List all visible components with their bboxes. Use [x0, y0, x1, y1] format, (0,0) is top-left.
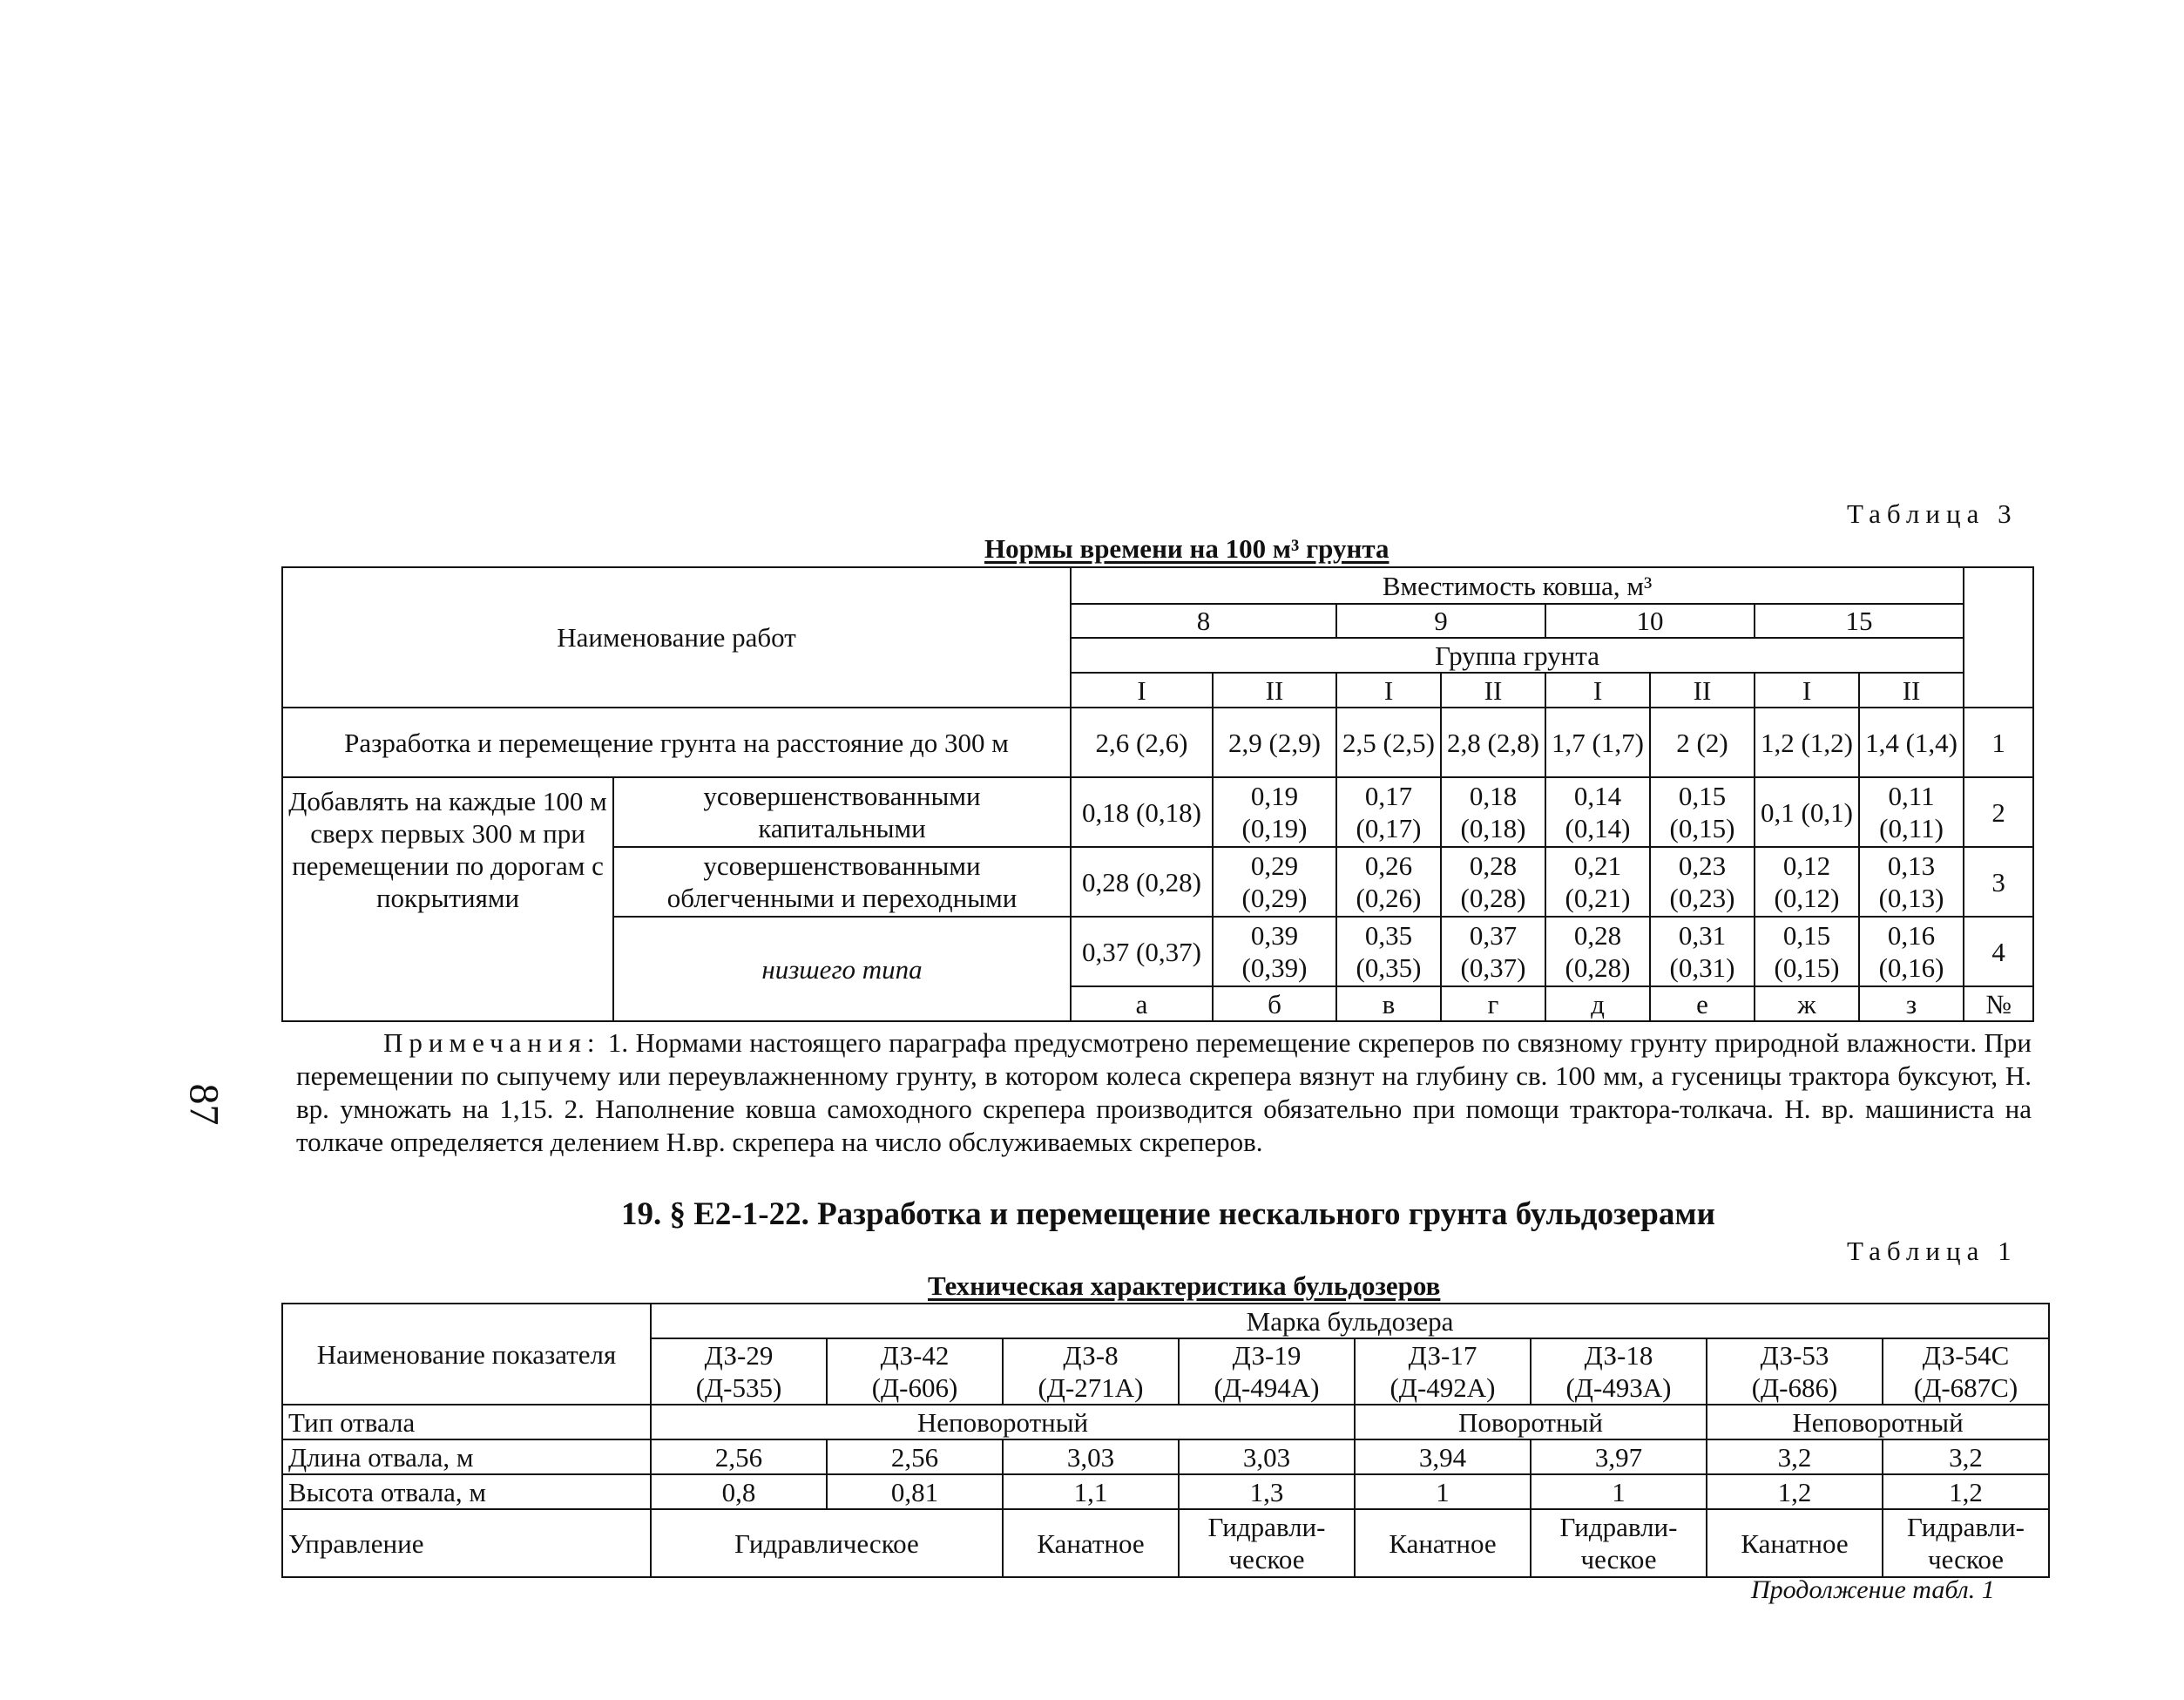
brand-cell: ДЗ-54С (Д-687С) [1883, 1338, 2049, 1405]
cap-10: 10 [1545, 604, 1755, 638]
value-cell: 0,26 (0,26) [1336, 847, 1441, 917]
brand-cell: ДЗ-53 (Д-686) [1707, 1338, 1883, 1405]
value-cell: 2,6 (2,6) [1071, 708, 1213, 777]
brand-cell: ДЗ-19 (Д-494А) [1179, 1338, 1355, 1405]
col-letter: з [1859, 986, 1964, 1021]
value-cell: 0,81 [827, 1474, 1003, 1509]
blade-type-c: Неповоротный [1707, 1405, 2049, 1439]
row-number: 2 [1964, 777, 2033, 847]
cap-8: 8 [1071, 604, 1336, 638]
control-cable: Канатное [1355, 1509, 1531, 1577]
value-cell: 1,3 [1179, 1474, 1355, 1509]
value-cell: 0,13 (0,13) [1859, 847, 1964, 917]
table3-label: Таблица 3 [1847, 498, 2018, 529]
value-cell: 0,28 (0,28) [1545, 917, 1650, 986]
add-group-label: Добавлять на каждые 100 м сверх первых 300 м при перемещении по дорогам с покрытиями [282, 777, 613, 1021]
row3-name: усовершенствованными облегченными и переходными [613, 847, 1071, 917]
group-cell: II [1441, 673, 1545, 708]
table-row [282, 1509, 2049, 1577]
brand-cell: ДЗ-18 (Д-493А) [1531, 1338, 1707, 1405]
control-cable: Канатное [1707, 1509, 1883, 1577]
control-hydraulic: Гидравлическое [651, 1509, 1003, 1577]
value-cell: 0,17 (0,17) [1336, 777, 1441, 847]
bulldozer-table [281, 1303, 2050, 1578]
table-row [282, 777, 2033, 847]
group-cell: I [1545, 673, 1650, 708]
group-cell: I [1755, 673, 1859, 708]
table-row [282, 1474, 2049, 1509]
col-letter: а [1071, 986, 1213, 1021]
value-cell: 0,29 (0,29) [1213, 847, 1336, 917]
value-cell: 1,2 [1883, 1474, 2049, 1509]
table1-title: Техническая характеристика бульдозеров [928, 1270, 1441, 1301]
value-cell: 1 [1355, 1474, 1531, 1509]
control-cable: Канатное [1003, 1509, 1179, 1577]
table-row [282, 708, 2033, 777]
blade-type-a: Неповоротный [651, 1405, 1355, 1439]
table1-label: Таблица 1 [1847, 1236, 2018, 1266]
value-cell: 0,18 (0,18) [1441, 777, 1545, 847]
notes [296, 1026, 2032, 1159]
value-cell: 0,28 (0,28) [1071, 847, 1213, 917]
value-cell: 3,94 [1355, 1439, 1531, 1474]
group-cell: I [1336, 673, 1441, 708]
table-row [282, 1405, 2049, 1439]
col-letter: б [1213, 986, 1336, 1021]
brand-cell: ДЗ-17 (Д-492А) [1355, 1338, 1531, 1405]
blade-type-b: Поворотный [1355, 1405, 1707, 1439]
row-number: 4 [1964, 917, 2033, 986]
brand-header: Марка бульдозера [651, 1304, 2049, 1338]
blade-length-name: Длина отвала, м [282, 1439, 651, 1474]
value-cell: 0,35 (0,35) [1336, 917, 1441, 986]
value-cell: 0,14 (0,14) [1545, 777, 1650, 847]
value-cell: 2,9 (2,9) [1213, 708, 1336, 777]
header-num-blank [1964, 567, 2033, 708]
brand-cell: ДЗ-8 (Д-271А) [1003, 1338, 1179, 1405]
value-cell: 0,8 [651, 1474, 827, 1509]
value-cell: 0,19 (0,19) [1213, 777, 1336, 847]
value-cell: 0,15 (0,15) [1755, 917, 1859, 986]
value-cell: 0,31 (0,31) [1650, 917, 1755, 986]
group-cell: II [1213, 673, 1336, 708]
value-cell: 0,15 (0,15) [1650, 777, 1755, 847]
value-cell: 1,7 (1,7) [1545, 708, 1650, 777]
brand-cell: ДЗ-42 (Д-606) [827, 1338, 1003, 1405]
group-cell: II [1859, 673, 1964, 708]
control-hydraulic-split: Гидравли-ческое [1883, 1509, 2049, 1577]
num-sign: № [1964, 986, 2033, 1021]
value-cell: 3,2 [1883, 1439, 2049, 1474]
value-cell: 3,97 [1531, 1439, 1707, 1474]
col-letter: ж [1755, 986, 1859, 1021]
cap-15: 15 [1755, 604, 1964, 638]
control-name: Управление [282, 1509, 651, 1577]
value-cell: 0,18 (0,18) [1071, 777, 1213, 847]
col-letter: д [1545, 986, 1650, 1021]
group-cell: I [1071, 673, 1213, 708]
section-heading: 19. § Е2-1-22. Разработка и перемещение нескального грунта бульдозерами [621, 1196, 1715, 1232]
value-cell: 2,56 [651, 1439, 827, 1474]
value-cell: 1,2 (1,2) [1755, 708, 1859, 777]
header-capacity: Вместимость ковша, м³ [1071, 567, 1964, 604]
control-hydraulic-split: Гидравли-ческое [1531, 1509, 1707, 1577]
norms-table [281, 566, 2034, 1022]
notes-text: 1. Нормами настоящего параграфа предусмотрено перемещение скреперов по связному грунту природной влажности. При перемещении по сыпучему или переувлажненному грунту, в котором колеса скрепера вязнут на глубину св. 100 мм, а гусеницы трактора буксуют, Н. вр. умножать на 1,15. 2. Наполнение ковша самоходного скрепера производится обязательно при помощи трактора-толкача. Н. вр. машиниста на толкаче определяется делением Н.вр. скрепера на число обслуживаемых скреперов. [296, 1027, 2032, 1157]
value-cell: 3,03 [1179, 1439, 1355, 1474]
header-soil-group: Группа грунта [1071, 638, 1964, 673]
brand-cell: ДЗ-29 (Д-535) [651, 1338, 827, 1405]
value-cell: 1 [1531, 1474, 1707, 1509]
value-cell: 2,5 (2,5) [1336, 708, 1441, 777]
value-cell: 0,21 (0,21) [1545, 847, 1650, 917]
row4-name: низшего типа [613, 917, 1071, 1021]
value-cell: 2,56 [827, 1439, 1003, 1474]
value-cell: 0,16 (0,16) [1859, 917, 1964, 986]
continuation-note: Продолжение табл. 1 [1751, 1575, 1995, 1604]
col-letter: е [1650, 986, 1755, 1021]
table-row [282, 1439, 2049, 1474]
row1-name: Разработка и перемещение грунта на расстояние до 300 м [282, 708, 1071, 777]
blade-height-name: Высота отвала, м [282, 1474, 651, 1509]
header-work-name: Наименование работ [282, 567, 1071, 708]
row2-name: усовершенствованными капитальными [613, 777, 1071, 847]
value-cell: 0,39 (0,39) [1213, 917, 1336, 986]
value-cell: 1,4 (1,4) [1859, 708, 1964, 777]
value-cell: 1,1 [1003, 1474, 1179, 1509]
value-cell: 0,11 (0,11) [1859, 777, 1964, 847]
value-cell: 3,2 [1707, 1439, 1883, 1474]
blade-type-name: Тип отвала [282, 1405, 651, 1439]
value-cell: 0,23 (0,23) [1650, 847, 1755, 917]
value-cell: 2 (2) [1650, 708, 1755, 777]
col-letter: г [1441, 986, 1545, 1021]
cap-9: 9 [1336, 604, 1545, 638]
page-number: 87 [180, 1083, 227, 1126]
col-letter: в [1336, 986, 1441, 1021]
row-number: 3 [1964, 847, 2033, 917]
value-cell: 0,37 (0,37) [1071, 917, 1213, 986]
value-cell: 2,8 (2,8) [1441, 708, 1545, 777]
param-header: Наименование показателя [282, 1304, 651, 1405]
control-hydraulic-split: Гидравли-ческое [1179, 1509, 1355, 1577]
group-cell: II [1650, 673, 1755, 708]
value-cell: 1,2 [1707, 1474, 1883, 1509]
value-cell: 3,03 [1003, 1439, 1179, 1474]
value-cell: 0,12 (0,12) [1755, 847, 1859, 917]
value-cell: 0,37 (0,37) [1441, 917, 1545, 986]
table3-title: Нормы времени на 100 м³ грунта [984, 533, 1390, 564]
row-number: 1 [1964, 708, 2033, 777]
value-cell: 0,1 (0,1) [1755, 777, 1859, 847]
value-cell: 0,28 (0,28) [1441, 847, 1545, 917]
notes-label: Примечания: [383, 1027, 601, 1058]
